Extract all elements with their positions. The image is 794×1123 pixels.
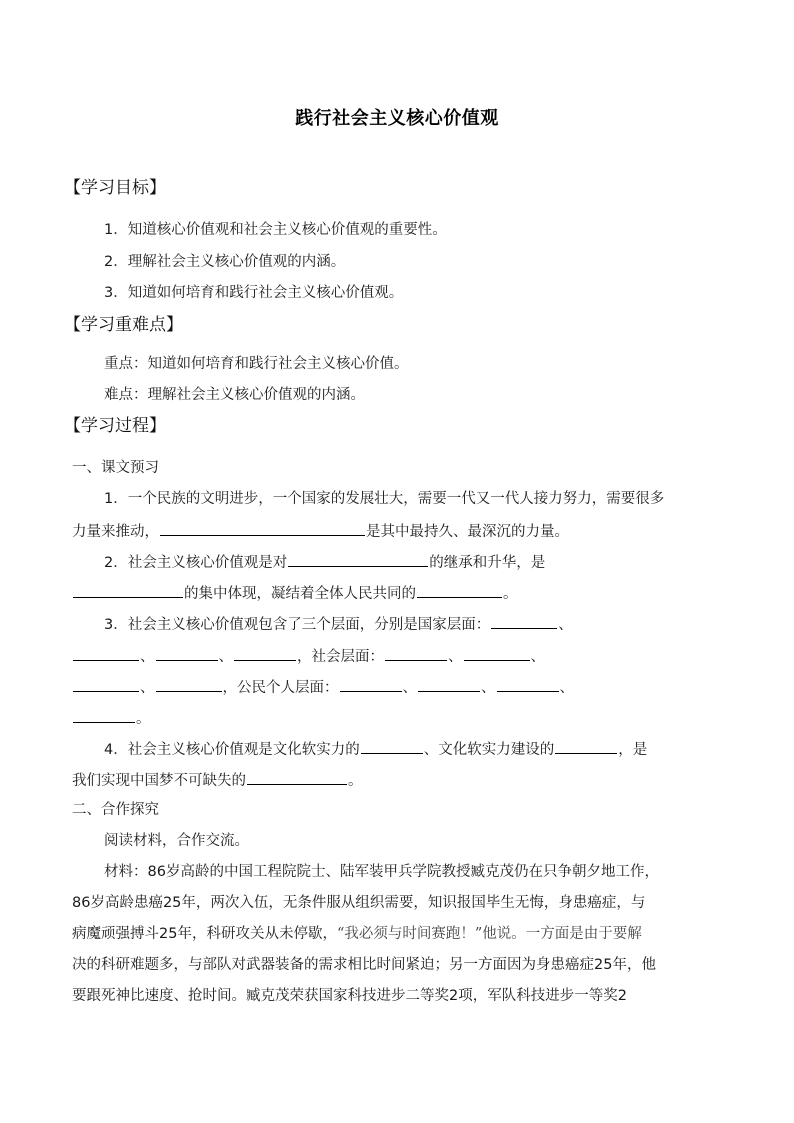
q3-line3 <box>72 676 722 698</box>
separator: 、 <box>559 680 574 696</box>
material-line: 决的科研难题多，与部队对武器装备的需求相比时间紧迫；另一方面因为身患癌症25年，他 <box>72 957 656 973</box>
q3-line2 <box>72 645 722 667</box>
q2-answer-blank-2[interactable] <box>73 582 183 598</box>
material-line: 86岁高龄患癌25年，两次入伍，无条件服从组织需要，知识报国毕生无悔，身患癌症，与 <box>72 895 646 911</box>
separator: 、 <box>402 680 417 696</box>
separator: 、 <box>448 649 463 665</box>
objective-item: 2．理解社会主义核心价值观的内涵。 <box>104 254 346 270</box>
q4-answer-blank-1[interactable] <box>361 738 423 754</box>
period: 。 <box>348 773 363 789</box>
document-title: 践行社会主义核心价值观 <box>295 108 499 129</box>
q3-blank-nation-2[interactable] <box>73 645 139 661</box>
material-line: 材料：86岁高龄的中国工程院院士、陆军装甲兵学院教授臧克茂仍在只争朝夕地工作， <box>104 864 659 880</box>
material-line: 要跟死神比速度、抢时间。臧克茂荣获国家科技进步二等奖2项，军队科技进步一等奖2 <box>72 988 627 1004</box>
q2-text-before: 2．社会主义核心价值观是对 <box>104 555 288 571</box>
q2-line2 <box>72 582 722 604</box>
material-text: 病魔顽强搏斗25年，科研攻关从未停歇， <box>72 926 337 942</box>
separator: 、 <box>530 649 545 665</box>
q3-blank-society-2[interactable] <box>464 645 530 661</box>
separator: 、 <box>140 680 155 696</box>
q4-answer-blank-2[interactable] <box>555 738 617 754</box>
q3-blank-citizen-3[interactable] <box>497 676 559 692</box>
q3-line4 <box>72 707 722 729</box>
q3-blank-nation-3[interactable] <box>156 645 218 661</box>
objective-item: 3．知道如何培育和践行社会主义核心价值观。 <box>104 285 404 301</box>
section-heading-key-points: 【学习重难点】 <box>64 315 183 335</box>
q4-text-line2: 我们实现中国梦不可缺失的 <box>72 773 246 789</box>
separator: 、 <box>218 649 233 665</box>
q3-society-label: ，社会层面： <box>297 649 384 665</box>
q2-text-after: 的继承和升华，是 <box>429 555 546 571</box>
q4-line2 <box>72 769 722 791</box>
q3-blank-nation-1[interactable] <box>491 613 557 629</box>
q3-blank-society-3[interactable] <box>73 676 139 692</box>
q3-blank-society-4[interactable] <box>156 676 222 692</box>
q2-answer-blank-3[interactable] <box>417 582 502 598</box>
q4-text-before: 4．社会主义核心价值观是文化软实力的 <box>104 742 360 758</box>
part1-heading: 一、课文预习 <box>72 460 159 476</box>
section-heading-process: 【学习过程】 <box>64 416 166 436</box>
q3-blank-citizen-1[interactable] <box>340 676 402 692</box>
q3-blank-citizen-4[interactable] <box>73 707 135 723</box>
q1-text-after: 是其中最持久、最深沉的力量。 <box>366 524 569 540</box>
q2-line1 <box>104 551 754 573</box>
q3-citizen-label: ，公民个人层面： <box>222 680 339 696</box>
q2-text-end: 。 <box>503 586 518 602</box>
section-heading-objectives: 【学习目标】 <box>64 178 166 198</box>
q3-blank-society-1[interactable] <box>385 645 447 661</box>
objective-item: 1．知道核心价值观和社会主义核心价值观的重要性。 <box>104 222 447 238</box>
q4-answer-blank-3[interactable] <box>247 769 347 785</box>
part2-heading: 二、合作探究 <box>72 802 159 818</box>
q3-line1 <box>104 613 754 635</box>
key-point-difficulty: 难点：理解社会主义核心价值观的内涵。 <box>104 387 365 403</box>
q4-line1 <box>104 738 754 760</box>
key-point-focus: 重点：知道如何培育和践行社会主义核心价值。 <box>104 356 409 372</box>
q4-text-after: ，是 <box>618 742 648 758</box>
q1-line2 <box>72 520 722 542</box>
q3-blank-nation-4[interactable] <box>234 645 296 661</box>
q4-text-mid: 、文化软实力建设的 <box>423 742 555 758</box>
q3-text: 3．社会主义核心价值观包含了三个层面，分别是国家层面： <box>104 617 491 633</box>
q3-blank-citizen-2[interactable] <box>418 676 480 692</box>
separator: 、 <box>481 680 496 696</box>
part2-instruction: 阅读材料，合作交流。 <box>104 833 249 849</box>
material-line <box>72 924 722 944</box>
q1-answer-blank[interactable] <box>160 520 365 536</box>
period: 。 <box>136 711 151 727</box>
material-quote: “我必须与时间赛跑！”他说。一方面是由于要解 <box>336 926 642 942</box>
separator: 、 <box>140 649 155 665</box>
q1-text-before: 力量来推动， <box>72 524 159 540</box>
q1-line1: 1．一个民族的文明进步，一个国家的发展壮大，需要一代又一代人接力努力，需要很多 <box>104 491 665 507</box>
q2-answer-blank-1[interactable] <box>288 551 428 567</box>
separator: 、 <box>558 617 573 633</box>
q2-text-mid: 的集中体现，凝结着全体人民共同的 <box>184 586 416 602</box>
